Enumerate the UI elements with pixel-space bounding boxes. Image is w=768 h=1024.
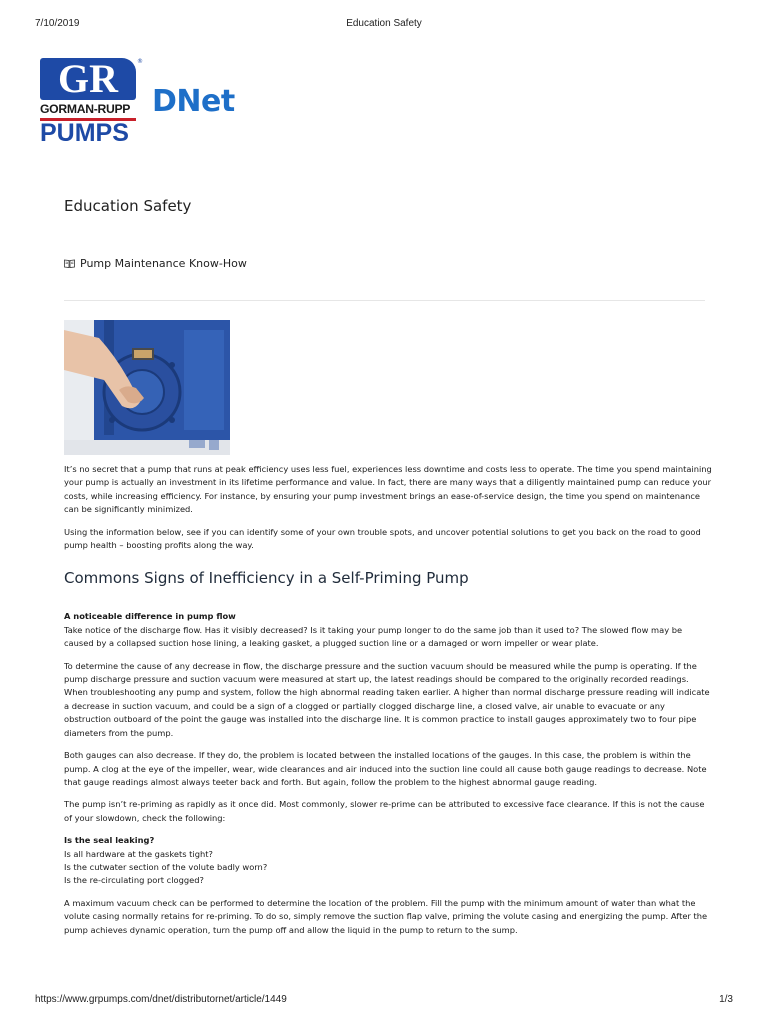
flow-section [64,610,712,650]
logo-pumps-text: PUMPS [40,119,129,147]
category-label: Pump Maintenance Know-How [80,257,247,270]
page-title: Education Safety [64,197,192,215]
seal-subheading: Is the seal leaking? [64,835,155,846]
intro-paragraph: It’s no secret that a pump that runs at peak efficiency uses less fuel, experiences less downtime and costs less to operate. The time you spend maintaining your pump is actually an investment in its lifetime performance and value. In fact, there are many ways that a diligently maintained pump can reduce your costs, while increasing efficiency. For instance, by ensuring your pump investment brings an ease-of-service design, the time you spend on maintenance can be significantly minimized. [64,464,712,515]
print-header [0,18,768,32]
print-title: Education Safety [346,18,422,29]
article-body [64,463,712,946]
category-link[interactable] [64,257,247,270]
seal-item: Is the cutwater section of the volute badly worn? [64,861,268,872]
page-url[interactable]: https://www.grpumps.com/dnet/distributornet/article/1449 [35,994,287,1005]
gorman-rupp-logo[interactable] [40,56,143,147]
flow-subheading: A noticeable difference in pump flow [64,611,236,622]
site-name[interactable]: DNet [152,84,235,119]
book-icon [64,259,75,268]
seal-section [64,834,712,888]
logo-monogram: GR [40,58,136,100]
vacuum-paragraph: A maximum vacuum check can be performed to determine the location of the problem. Fill the pump with the minimum amount of water than what the volute casing normally retains for re-priming. To do so, simply remove the suction flap valve, priming the volute casing and energizing the pump. After the pump achieves dynamic operation, turn the pump off and allow the liquid in the pump to return to the sump. [64,897,708,935]
print-date: 7/10/2019 [35,18,80,29]
flow-paragraph: To determine the cause of any decrease in flow, the discharge pressure and the suction vacuum should be measured while the pump is operating. If the pump discharge pressure and suction vacuum were measured at start up, the latest readings should be compared to the originally recorded readings. When troubleshooting any pump and system, follow the high abnormal reading taken earlier. A higher than normal discharge pressure reading will indicate a decrease in suction vacuum, and could be a sign of a clogged or partially clogged discharge line, a closed valve, air unable to evacuate or any obstruction outboard of the point the gauge was installed into the discharge line. It is common practice to install gauges approximately two to four pipe diameters from the pump. [64,660,710,738]
logo-company-name: GORMAN-RUPP [40,102,131,116]
registered-mark: ® [137,58,143,65]
print-footer [0,994,768,1008]
flow-paragraph: Take notice of the discharge flow. Has it visibly decreased? Is it taking your pump longer to do the same job than it used to? The slowed flow may be caused by a collapsed suction hose lining, a leaking gasket, a plugged suction line or a damaged or worn impeller or wear plate. [64,624,683,649]
page-number: 1/3 [719,994,733,1005]
seal-item: Is the re-circulating port clogged? [64,875,204,886]
pump-illustration [64,320,230,455]
intro-paragraph: Using the information below, see if you can identify some of your own trouble spots, and uncover potential solutions to get you back on the road to good pump health – boosting profits along the way. [64,526,701,551]
divider [64,300,705,301]
flow-paragraph: The pump isn’t re-priming as rapidly as it once did. Most commonly, slower re-prime can be attributed to excessive face clearance. If this is not the cause of your slowdown, check the following: [64,799,705,823]
seal-item: Is all hardware at the gaskets tight? [64,848,213,859]
flow-paragraph: Both gauges can also decrease. If they do, the problem is located between the installed locations of the gauges. In this case, the problem is within the pump. A clog at the eye of the impeller, wear, wide clearances and air induced into the suction line could all cause both gauge readings to decrease. Note that gauge readings almost always teeter back and forth. But again, follow the problem to the highest abnormal gauge reading. [64,750,707,787]
pump-maintenance-photo [64,320,230,455]
section-heading: Commons Signs of Inefficiency in a Self-Priming Pump [64,569,469,588]
